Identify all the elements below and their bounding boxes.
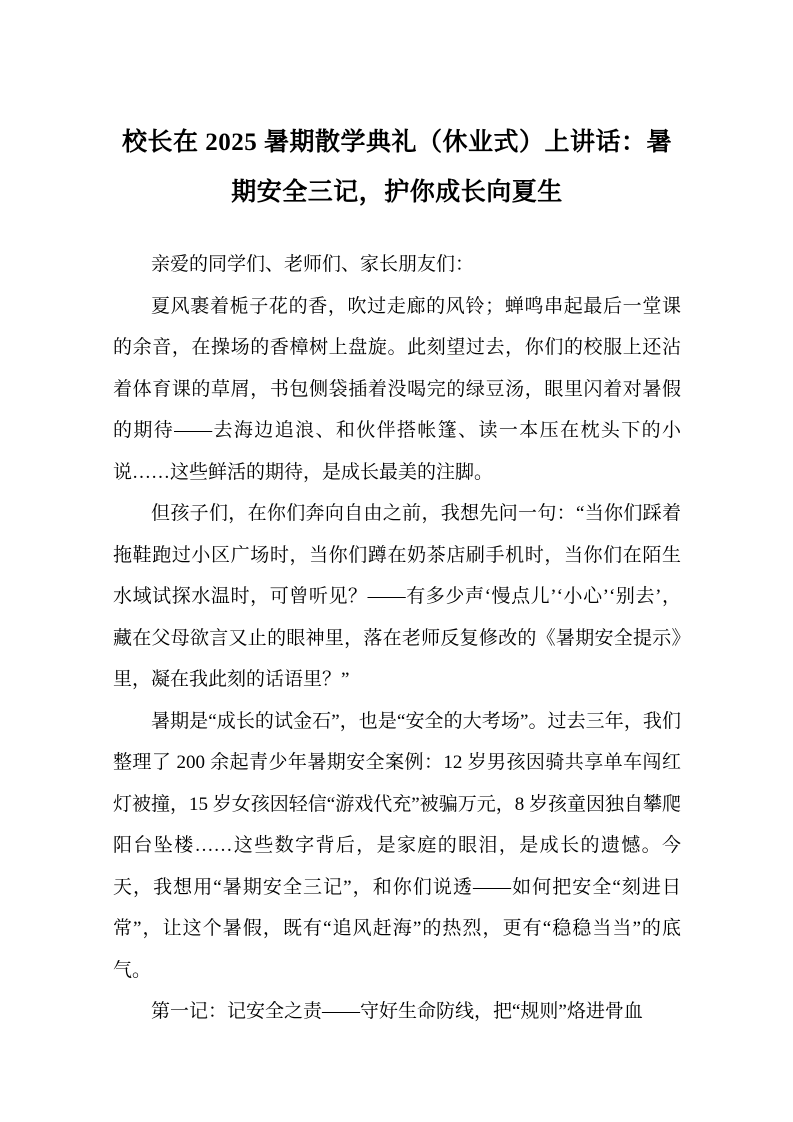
salutation-paragraph: 亲爱的同学们、老师们、家长朋友们： [151,254,475,275]
opening-scene-paragraph: 夏风裹着栀子花的香，吹过走廊的风铃；蝉鸣串起最后一堂课的余音，在操场的香樟树上盘旋。此刻望过去，你们的校服上还沾着体育课的草屑，书包侧袋插着没喝完的绿豆汤，眼里闪着对暑假的期待——去海边追浪、和伙伴搭帐篷、读一本压在枕头下的小说……这些鲜活的期待，是成长最美的注脚。 [113,295,681,483]
question-paragraph: 但孩子们，在你们奔向自由之前，我想先问一句：“当你们踩着拖鞋跑过小区广场时，当你们蹲在奶茶店刷手机时，当你们在陌生水域试探水温时，可曾听见？——有多少声‘慢点儿’‘小心’‘别去’，藏在父母欲言又止的眼神里，落在老师反复修改的《暑期安全提示》里，凝在我此刻的话语里？” [113,503,681,690]
section-one-heading-paragraph: 第一记：记安全之责——守好生命防线，把“规则”烙进骨血 [151,1001,643,1022]
safety-cases-paragraph: 暑期是“成长的试金石”，也是“安全的大考场”。过去三年，我们整理了 200 余起青少年暑期安全案例：12 岁男孩因骑共享单车闯红灯被撞，15 岁女孩因轻信“游戏代充”被骗万元，8 岁孩童因独自攀爬阳台坠楼……这些数字背后，是家庭的眼泪，是成长的遗憾。今天，我想用“暑期安全三记”，和你们说透——如何把安全“刻进日常”，让这个暑假，既有“追风赶海”的热烈，更有“稳稳当当”的底气。 [113,710,681,981]
document-title: 校长在 2025 暑期散学典礼（休业式）上讲话：暑期安全三记，护你成长向夏生 [121,129,672,206]
